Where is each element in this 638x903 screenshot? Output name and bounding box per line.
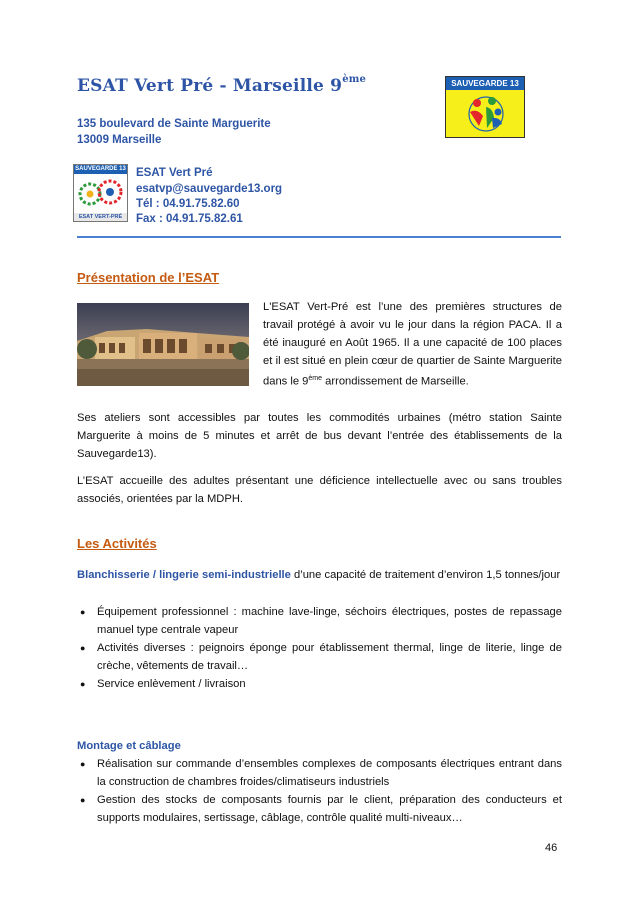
address-city: 13009 Marseille bbox=[77, 134, 162, 146]
sauvegarde-logo-large bbox=[445, 76, 525, 138]
montage-list bbox=[80, 755, 562, 827]
header-divider bbox=[77, 236, 561, 238]
contact-email[interactable]: esatvp@sauvegarde13.org bbox=[136, 183, 283, 195]
page-number: 46 bbox=[545, 842, 558, 854]
gear-people-icon bbox=[74, 174, 129, 215]
section-heading-presentation: Présentation de l’ESAT bbox=[77, 270, 220, 285]
page-title-text: ESAT Vert Pré - Marseille 9 bbox=[77, 76, 343, 96]
page-title-sup: ème bbox=[342, 74, 367, 85]
intro-sup: ème bbox=[308, 375, 323, 382]
list-item: ● Équipement professionnel : machine lave-linge, séchoirs électriques, postes de repassage manuel type centrale vapeur bbox=[80, 603, 562, 639]
address-street: 135 boulevard de Sainte Marguerite bbox=[77, 118, 271, 130]
blanchisserie-intro bbox=[77, 566, 562, 584]
contact-name: ESAT Vert Pré bbox=[136, 167, 213, 179]
list-item: ● Gestion des stocks de composants fournis par le client, préparation des conducteurs et supports modulaires, sertissage, câblage, contrôle qualité multi-niveaux… bbox=[80, 791, 562, 827]
blanchisserie-desc: d’une capacité de traitement d’environ 1,5 tonnes/jour bbox=[290, 569, 561, 581]
contact-tel: Tél : 04.91.75.82.60 bbox=[136, 198, 240, 210]
intro-text: L'ESAT Vert-Pré est l’une des premières structures de travail protégé à avoir vu le jour dans la région PACA. Il a été inauguré en Août 1965. Il a une capacité de 100 places et il est situé en plein cœur de quartier de Sainte Marguerite dans le 9 bbox=[263, 301, 562, 388]
people-logo-icon bbox=[446, 90, 526, 138]
page-title bbox=[77, 76, 366, 96]
presentation-public: L’ESAT accueille des adultes présentant une déficience intellectuelle avec ou sans troubles associés, orientées par la MDPH. bbox=[77, 475, 562, 505]
list-item: ● Activités diverses : peignoirs éponge pour établissement thermal, linge de literie, linge de crèche, vêtements de travail… bbox=[80, 639, 562, 675]
logo-small-caption: ESAT VERT-PRÉ bbox=[74, 213, 127, 221]
list-item: ● Service enlèvement / livraison bbox=[80, 675, 562, 693]
building-photo-illustration bbox=[77, 303, 249, 386]
intro-text-end: arrondissement de Marseille. bbox=[322, 375, 469, 388]
list-item: ● Réalisation sur commande d’ensembles complexes de composants électriques entrant dans la construction de chambres froides/climatiseurs industriels bbox=[80, 755, 562, 791]
blanchisserie-title: Blanchisserie / lingerie semi-industrielle bbox=[77, 569, 291, 581]
presentation-intro bbox=[263, 298, 562, 391]
building-photo bbox=[77, 303, 249, 386]
esat-logo-small bbox=[73, 164, 128, 222]
montage-title: Montage et câblage bbox=[77, 740, 181, 752]
section-heading-activities: Les Activités bbox=[77, 536, 157, 551]
logo-small-label: SAUVEGARDE 13 bbox=[75, 166, 126, 172]
contact-fax: Fax : 04.91.75.82.61 bbox=[136, 213, 243, 225]
logo-large-label: SAUVEGARDE 13 bbox=[446, 77, 524, 90]
blanchisserie-list bbox=[80, 603, 562, 693]
presentation-access: Ses ateliers sont accessibles par toutes les commodités urbaines (métro station Sainte Marguerite à moins de 5 minutes et arrêt de bus devant l’entrée des établissements de la Sauvegarde13). bbox=[77, 412, 562, 460]
